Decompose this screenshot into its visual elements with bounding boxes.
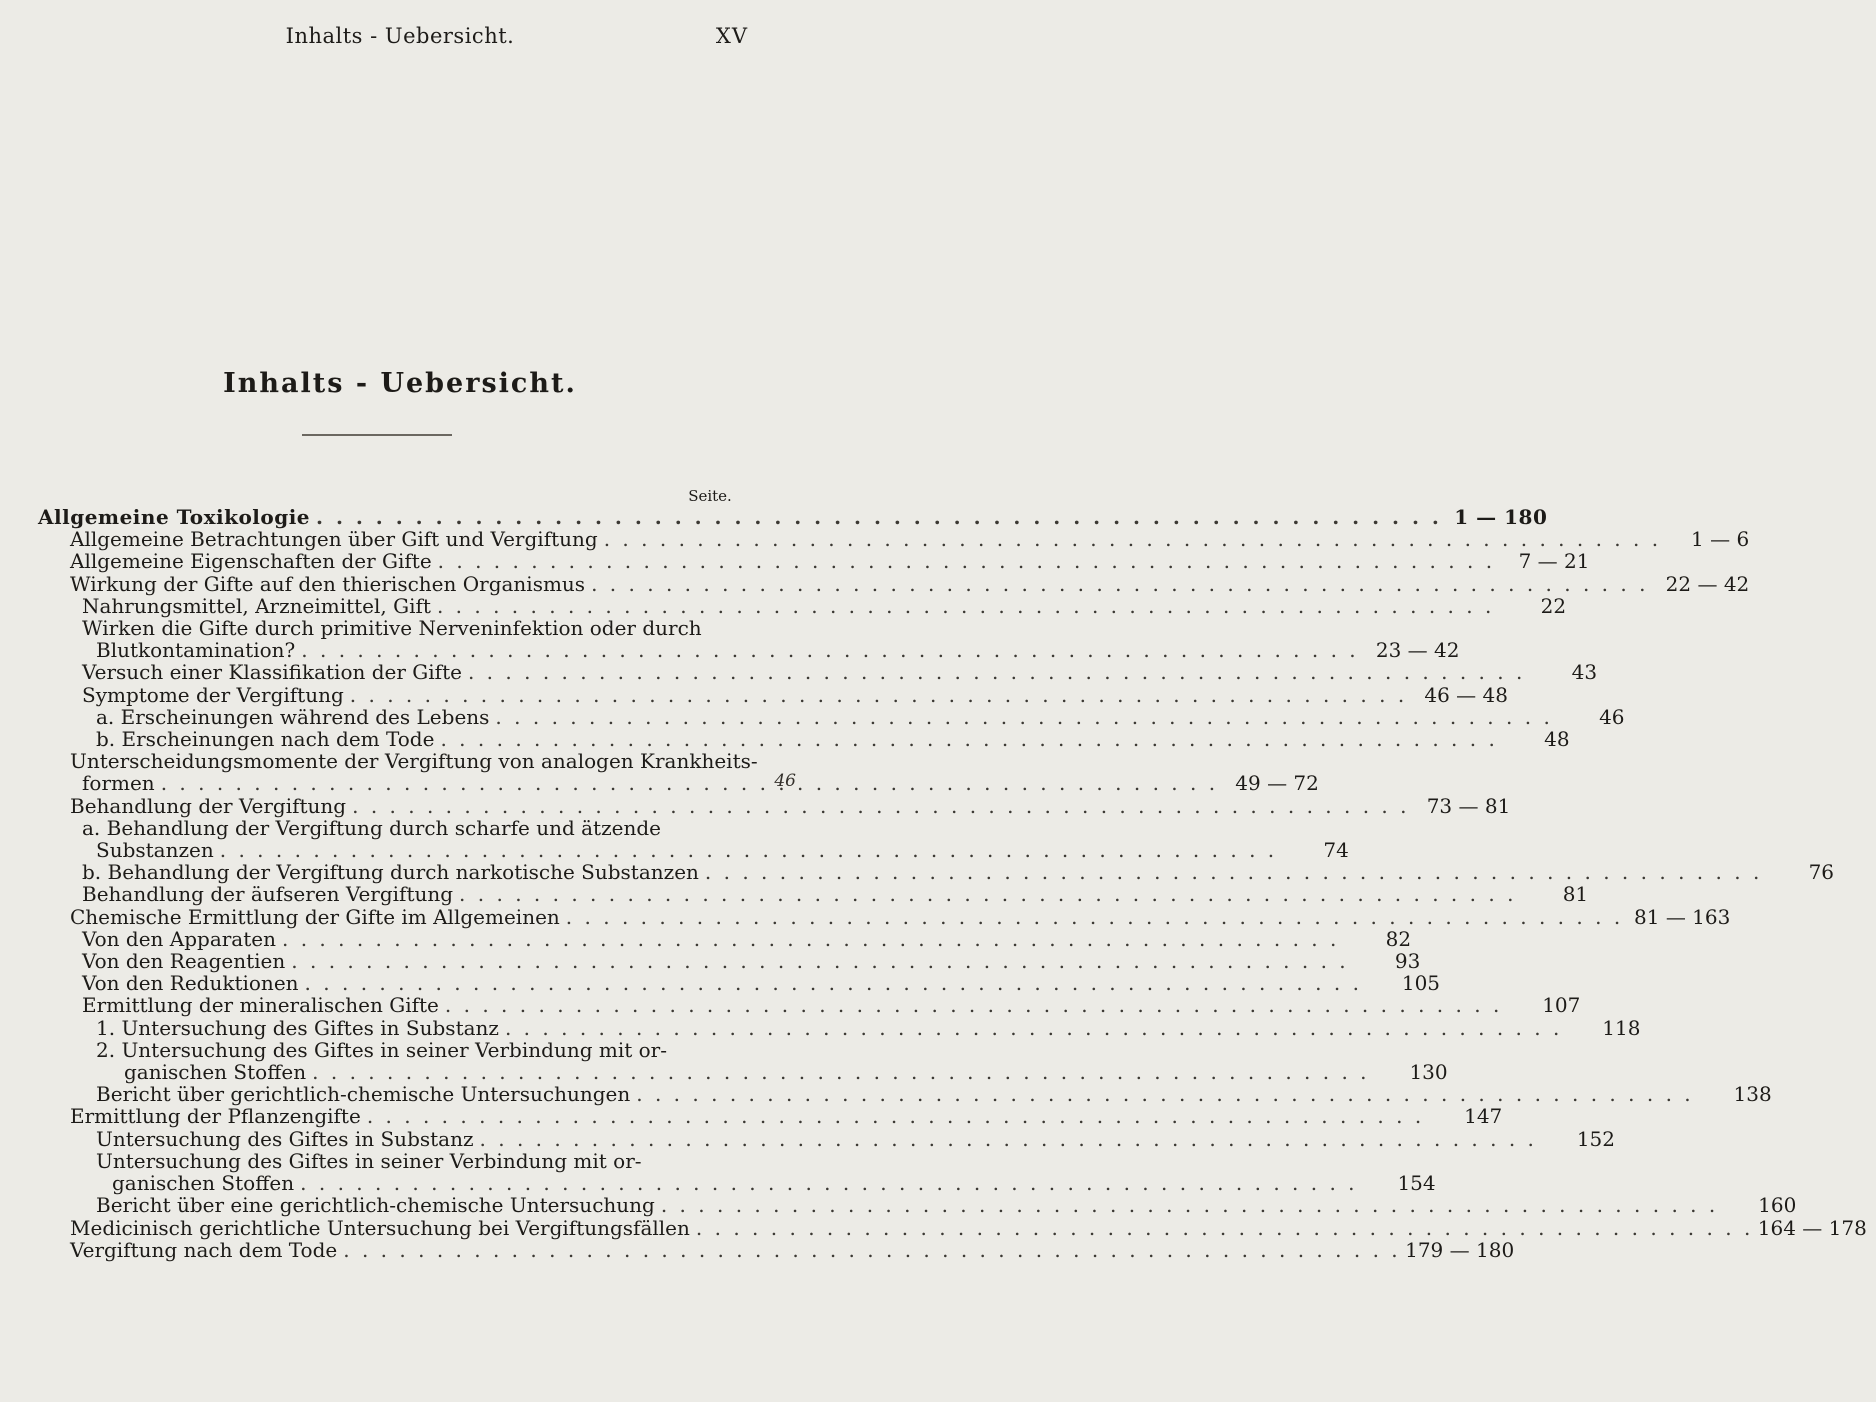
toc-entry-pages: 118 — [1602, 1015, 1641, 1040]
toc-entry — [38, 527, 1750, 552]
toc-entry-pages: 22 — 42 — [1665, 571, 1750, 596]
toc-entry-text: Wirken die Gifte durch primitive Nerveninfektion oder durch — [82, 616, 702, 641]
toc-entry-text: Bericht über eine gerichtlich-chemische Untersuchung — [96, 1193, 655, 1218]
toc-entry-pages: 81 — [1562, 882, 1589, 907]
dot-leader — [295, 639, 1362, 661]
toc-entry — [38, 838, 1349, 863]
toc-entry-pages: 46 — [1599, 704, 1625, 729]
dot-leader — [214, 839, 1281, 861]
toc-entry — [38, 993, 1581, 1018]
toc-entry-text: Versuch einer Klassifikation der Gifte — [82, 660, 462, 685]
toc-entry-text: Allgemeine Toxikologie — [38, 505, 311, 529]
dot-leader — [344, 684, 1411, 706]
toc-entry-text: Von den Reagentien — [82, 949, 286, 974]
toc-entry — [38, 1082, 1772, 1107]
toc-entry — [38, 1126, 1615, 1151]
toc-entry-text: Allgemeine Betrachtungen über Gift und Vergiftung — [70, 527, 598, 552]
toc-entry-text: Behandlung der Vergiftung — [70, 793, 347, 818]
toc-entry-pages: 46 — 48 — [1424, 682, 1508, 707]
toc-entry — [38, 1039, 778, 1061]
toc-entry-pages: 138 — [1733, 1082, 1772, 1107]
toc-entry — [38, 638, 1460, 663]
dot-leader — [439, 994, 1506, 1016]
dot-leader — [306, 1061, 1373, 1083]
dot-leader — [276, 928, 1343, 950]
toc-entry-text: Nahrungsmittel, Arzneimittel, Gift — [82, 593, 431, 618]
dot-leader — [699, 861, 1766, 883]
toc-entry-pages: 105 — [1401, 971, 1441, 996]
toc-entry-pages: 73 — 81 — [1426, 793, 1511, 818]
toc-entry-text: formen — [82, 771, 155, 796]
dot-leader — [434, 728, 1501, 750]
toc-entry — [38, 750, 778, 772]
toc-entry-pages: 130 — [1409, 1060, 1448, 1085]
toc-entry-text: Von den Apparaten — [82, 926, 276, 951]
toc-entry-pages: 49 — 72 — [1235, 771, 1319, 796]
toc-entry-text: 1. Untersuchung des Giftes in Substanz — [96, 1015, 499, 1040]
toc-entry-pages: 154 — [1397, 1171, 1436, 1196]
page-column-header: Seite. — [688, 487, 732, 505]
dot-leader — [453, 883, 1520, 905]
toc-entry-text: Ermittlung der mineralischen Gifte — [82, 993, 439, 1018]
title-rule — [302, 434, 452, 436]
toc-entry-text: Untersuchung des Giftes in Substanz — [96, 1126, 474, 1151]
toc-entry — [38, 904, 1731, 929]
running-head — [0, 24, 800, 54]
handwritten-margin-note: 46 — [774, 771, 796, 791]
dot-leader — [155, 772, 1222, 794]
toc-entry — [38, 926, 1412, 951]
toc-entry-text: Unterscheidungsmomente der Vergiftung von analogen Krankheits- — [70, 749, 758, 774]
toc-entry-text: Medicinisch gerichtliche Untersuchung bei Vergiftungsfällen — [70, 1215, 690, 1240]
toc-entry-text: Vergiftung nach dem Tode — [70, 1237, 338, 1262]
toc-entry-pages: 93 — [1394, 949, 1421, 974]
toc-entry — [38, 571, 1750, 596]
toc-entry-text: ganischen Stoffen — [124, 1060, 307, 1085]
toc-entry-text: Untersuchung des Giftes in seiner Verbindung mit or- — [96, 1148, 642, 1173]
dot-leader — [346, 795, 1413, 817]
toc-entry-pages: 81 — 163 — [1634, 904, 1731, 929]
table-of-contents — [38, 505, 1867, 1262]
toc-entry-text: Ermittlung der Pflanzengifte — [70, 1104, 361, 1129]
toc-entry — [38, 1104, 1503, 1129]
toc-entry — [38, 793, 1511, 818]
toc-entry-text: Symptome der Vergiftung — [82, 682, 344, 707]
toc-entry-pages: 23 — 42 — [1375, 638, 1460, 663]
dot-leader — [361, 1105, 1428, 1127]
toc-entry — [38, 1193, 1797, 1218]
dot-leader — [598, 528, 1665, 550]
toc-entry-pages: 152 — [1576, 1126, 1615, 1151]
toc-entry-pages: 164 — 178 — [1757, 1215, 1867, 1240]
dot-leader — [499, 1017, 1566, 1039]
toc-entry-pages: 76 — [1808, 860, 1835, 885]
toc-entry-pages: 43 — [1571, 660, 1598, 685]
toc-entry-text: 2. Untersuchung des Giftes in seiner Verbindung mit or- — [96, 1037, 667, 1062]
toc-entry — [38, 817, 778, 839]
toc-entry-pages: 48 — [1544, 727, 1570, 752]
toc-entry-pages: 82 — [1385, 926, 1412, 951]
toc-entry-text: Von den Reduktionen — [82, 971, 299, 996]
dot-leader — [431, 595, 1498, 617]
toc-entry — [38, 882, 1589, 907]
toc-entry-pages: 1 — 6 — [1691, 527, 1750, 552]
toc-entry — [38, 1060, 1448, 1085]
dot-leader — [310, 506, 1446, 528]
toc-entry-text: Behandlung der äufseren Vergiftung — [82, 882, 454, 907]
toc-entry-pages: 22 — [1540, 593, 1567, 618]
toc-entry — [38, 704, 1625, 729]
dot-leader — [585, 573, 1652, 595]
dot-leader — [294, 1172, 1361, 1194]
toc-entry-text: Bericht über gerichtlich-chemische Untersuchungen — [96, 1082, 631, 1107]
dot-leader — [630, 1083, 1697, 1105]
toc-entry — [38, 1150, 778, 1172]
toc-entry-pages: 74 — [1323, 838, 1349, 863]
toc-entry-text: a. Erscheinungen während des Lebens — [96, 704, 490, 729]
toc-entry — [38, 617, 778, 639]
dot-leader — [299, 972, 1366, 994]
toc-entry — [38, 1171, 1436, 1196]
toc-entry — [38, 505, 1548, 529]
running-title: Inhalts - Uebersicht. — [285, 24, 515, 48]
dot-leader — [489, 706, 1556, 728]
dot-leader — [337, 1239, 1404, 1261]
toc-entry — [38, 660, 1598, 685]
toc-entry-pages: 1 — 180 — [1454, 505, 1548, 529]
toc-entry-pages: 107 — [1542, 993, 1581, 1018]
dot-leader — [285, 950, 1352, 972]
toc-entry — [38, 727, 1570, 752]
toc-entry-text: a. Behandlung der Vergiftung durch scharfe und ätzende — [82, 815, 661, 840]
toc-entry — [38, 1015, 1641, 1040]
toc-entry-text: Allgemeine Eigenschaften der Gifte — [70, 549, 432, 574]
toc-entry-text: Chemische Ermittlung der Gifte im Allgemeinen — [70, 904, 560, 929]
toc-entry — [38, 682, 1508, 707]
toc-entry — [38, 549, 1590, 574]
toc-entry — [38, 1215, 1867, 1240]
dot-leader — [432, 550, 1499, 572]
toc-entry-text: Wirkung der Gifte auf den thierischen Organismus — [70, 571, 586, 596]
page-title: Inhalts - Uebersicht. — [223, 368, 577, 399]
dot-leader — [462, 661, 1529, 683]
toc-entry — [38, 860, 1835, 885]
dot-leader — [474, 1128, 1541, 1150]
toc-entry-pages: 147 — [1464, 1104, 1503, 1129]
dot-leader — [655, 1194, 1722, 1216]
toc-entry-pages: 179 — 180 — [1405, 1237, 1515, 1262]
toc-entry-text: Blutkontamination? — [96, 638, 296, 663]
page-number: XV — [715, 24, 748, 48]
toc-entry-pages: 160 — [1758, 1193, 1797, 1218]
dot-leader — [560, 906, 1627, 928]
toc-entry-pages: 7 — 21 — [1518, 549, 1590, 574]
toc-entry — [38, 1237, 1515, 1262]
dot-leader — [690, 1217, 1757, 1239]
toc-entry-text: ganischen Stoffen — [112, 1171, 295, 1196]
toc-entry — [38, 949, 1421, 974]
toc-entry-text: Substanzen — [96, 838, 214, 863]
toc-entry-text: b. Behandlung der Vergiftung durch narkotische Substanzen — [82, 860, 699, 885]
toc-entry-text: b. Erscheinungen nach dem Tode — [96, 727, 435, 752]
toc-entry — [38, 593, 1567, 618]
toc-entry — [38, 971, 1441, 996]
